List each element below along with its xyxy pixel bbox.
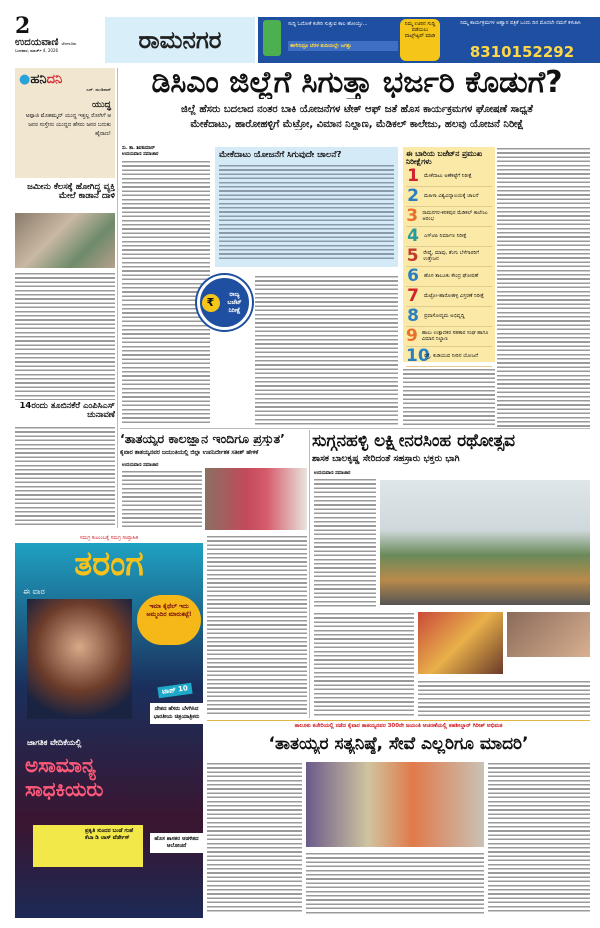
satya-kicker: ತಾಲೂಕು ಕಚೇರಿಯಲ್ಲಿ ನಡೆದ ಕೈವಾರ ತಾತಯ್ಯನವರ 300ನೇ ಜಯಂತಿ ಆಚರಣೆಯಲ್ಲಿ ತಹಶೀಲ್ದಾರ್ ಗಿರೀಶ್ ಅಭಿಮತ xyxy=(207,720,590,732)
divider xyxy=(309,430,310,718)
ad-line2: ಈಗೇನಿದ್ರೂ ಬೆರಳ ತುದಿಯಲ್ಲೇ ಜಗತ್ತು xyxy=(288,41,398,51)
masthead xyxy=(15,15,105,65)
ratha-subhead: ಶಾಸಕ ಬಾಲಕೃಷ್ಣ ಸೇರಿದಂತೆ ಸಹಸ್ರಾರು ಭಕ್ತರು ಭಾಗಿ xyxy=(312,455,460,464)
divider xyxy=(117,68,118,528)
item-number: 2 xyxy=(407,186,419,206)
mekedatu-box-title: ಮೇಕೆದಾಟು ಯೋಜನೆಗೆ ಸಿಗುವುದೇ ಚಾಲನೆ? xyxy=(219,151,342,160)
article-body xyxy=(207,535,307,715)
article-body xyxy=(314,478,376,608)
article-body xyxy=(122,470,202,528)
promo-mla: ಹೊಸ ಶಾಸಕರ ಆಡಳಿತದ ಆಲೋಚನೆ xyxy=(150,833,203,853)
mekedatu-box xyxy=(215,147,398,267)
taranga-week: ಈ ವಾರ xyxy=(23,587,45,596)
article-body xyxy=(207,762,302,914)
budget-logo xyxy=(197,275,252,330)
hani-title-b: ದನಿ xyxy=(46,72,63,87)
hani-title-a: ಹನಿ xyxy=(30,72,47,87)
item-text: ಮಹಿಳಾ ವಿಶ್ವವಿದ್ಯಾಲಯಕ್ಕೆ ಚಾಲನೆ xyxy=(424,193,479,199)
item-number: 6 xyxy=(407,266,419,286)
article-body xyxy=(15,426,115,526)
item-text: ರಾಮನಗರ-ಕನಕಪುರ ಮೆಡಿಕಲ್ ಕಾಲೇಜು ಆರಂಭ xyxy=(422,210,488,222)
item-text: ರೇಷ್ಮೆ, ಮಾವು, ತೆಂಗು ಬೆಳೆಗಾರರಿಗೆ ಉತ್ತೇಜನ xyxy=(423,250,479,262)
lead-subhead-1: ಜಿಲ್ಲೆ ಹೆಸರು ಬದಲಾದ ನಂತರ ಬಾಕಿ ಯೋಜನೆಗಳ ಟೇಕ್ ಆಫ್ ಜತೆ ಹೊಸ ಕಾರ್ಯಕ್ರಮಗಳ ಘೋಷಣೆ ಸಾಧ್ಯತೆ xyxy=(181,104,533,115)
page-number: 2 xyxy=(15,13,31,39)
poem-text: ಅಪ್ಪಾಜಿ ಮೊಹಮ್ಮದ್ ಯುದ್ಧ ಇತ್ತಲ್ಲ ರೋಗಿಗೆ ಆ ಜನರ ಸುಸ್ತೇನು ಯುದ್ಧದ ಹೆಸರು ಜನರ ಬದುಕು ಹೈರಾಣ! xyxy=(25,113,111,137)
edition: ಬೆಂಗಳೂರು xyxy=(61,41,77,46)
dateline: ಉದಯವಾಣಿ ಸಮಾಚಾರ xyxy=(122,463,159,468)
budget-box-title: ಈ ಬಾರಿಯ ಬಜೆಟ್‌ನ ಪ್ರಮುಖ ನಿರೀಕ್ಷೆಗಳು xyxy=(406,150,483,167)
phone-icon xyxy=(263,20,281,56)
budget-box xyxy=(403,147,495,366)
dateline: ಉದಯವಾಣಿ ಸಮಾಚಾರ xyxy=(314,471,351,476)
box-body xyxy=(219,164,394,259)
article-body xyxy=(497,147,590,427)
section-banner xyxy=(105,17,255,63)
ad-right-text: ನಿಮ್ಮ ಕಾರ್ಯಕ್ರಮಗಳ ಆಹ್ವಾನ ಪತ್ರಿಕೆ ಒಂದು ದಿನ ಮೊದಲೇ ನಮಗೆ ಕಳುಹಿಸಿ xyxy=(460,20,581,26)
budget-list-item xyxy=(406,167,492,187)
taranga-logo: ತರಂಗ xyxy=(74,544,144,584)
top10-badge: ಟಾಪ್ 10 xyxy=(157,683,192,699)
article-body xyxy=(488,762,590,914)
elephant-photo xyxy=(15,213,115,268)
top-ad[interactable] xyxy=(258,17,600,63)
item-number: 1 xyxy=(407,166,419,186)
article-body xyxy=(403,368,495,426)
hani-dani-box xyxy=(15,68,115,178)
article-body xyxy=(314,612,414,717)
article-body xyxy=(255,275,398,425)
date: ಬುಧವಾರ, ಮಾರ್ಚ್ 4, 2026 xyxy=(15,48,59,53)
cover-line2: ಅಸಾಮಾನ್ಯ ಸಾಧಕಿಯರು xyxy=(25,753,104,801)
divider xyxy=(120,428,590,429)
budget-logo-text: ರಾಜ್ಯ ಬಜೆಟ್ ನಿರೀಕ್ಷೆ xyxy=(227,290,242,314)
budget-list-item xyxy=(406,267,492,287)
kalajnana-subhead: ಕೈವಾರ ತಾತಯ್ಯನವರ ಜಯಂತಿಯಲ್ಲಿ ಜಿಲ್ಲಾ ಉಪನಿರ್ದೇಶಕ ಸತೀಶ್ ಹೇಳಿಕೆ xyxy=(120,450,259,456)
item-number: 7 xyxy=(407,286,419,306)
article-body xyxy=(306,852,484,914)
budget-list-item xyxy=(406,247,492,267)
article-body xyxy=(122,160,210,425)
item-text: ಪ್ರವಾಸೋದ್ಯಮ ಅಭಿವೃದ್ಧಿ xyxy=(424,313,465,319)
ratha-headline: ಸುಗ್ಗನಹಳ್ಳಿ ಲಕ್ಷ್ಮೀನರಸಿಂಹ ರಥೋತ್ಸವ xyxy=(312,432,516,451)
byline-name: ಸು. ತಾ. ಶಿವಕುಮಾರ್ xyxy=(122,146,155,151)
ad-badge: ನಿಮ್ಮ ಊರಿನ ಸುದ್ದಿ ಪಡೆಯಲು ವಾಟ್ಸ್ಆ್ಯಪ್ ಮಾಡಿ xyxy=(400,19,440,61)
byline xyxy=(122,145,212,157)
article-body xyxy=(15,272,115,400)
promo-mothers-market: ಇಮಾ ಕೈಥೆಲ್ ಇದು ಅಮ್ಮಂದಿರ ಮಾರುಕಟ್ಟೆ! xyxy=(137,595,201,645)
article-body xyxy=(418,680,590,718)
cover-photo xyxy=(27,599,132,719)
section-title: ರಾಮನಗರ xyxy=(138,26,222,54)
rupee-icon: ₹ xyxy=(202,294,220,312)
paper-logo: ಉದಯವಾಣಿ xyxy=(15,37,59,48)
ad-phone: 8310152292 xyxy=(469,43,575,61)
satya-headline: ‘ತಾತಯ್ಯರ ಸತ್ಯನಿಷ್ಠೆ, ಸೇವೆ ಎಲ್ಲರಿಗೂ ಮಾದರಿ’ xyxy=(268,735,529,754)
lead-headline: ಡಿಸಿಎಂ ಜಿಲ್ಲೆಗೆ ಸಿಗುತ್ತಾ ಭರ್ಜರಿ ಕೊಡುಗೆ? xyxy=(151,66,563,99)
budget-list-item xyxy=(406,227,492,247)
budget-list-item xyxy=(406,347,492,367)
item-text: ಮೇಕೆದಾಟು ಅಣೆಕಟ್ಟೆಗೆ ನಿರೀಕ್ಷೆ xyxy=(424,173,472,179)
ad-line1: ಸುದ್ದಿ ಓದೋಕೆ ಕಚೇರಿ ಸುತ್ತುವ ಕಾಲ ಹೋಯ್ತು... xyxy=(288,21,368,27)
hani-author: ಎಚ್. ಡುಂಡಿರಾಜ್ xyxy=(86,87,111,92)
budget-list-item xyxy=(406,287,492,307)
item-number: 4 xyxy=(407,226,419,246)
mla-photo xyxy=(507,612,590,657)
item-number: 9 xyxy=(406,326,418,346)
taranga-ad[interactable] xyxy=(15,533,203,918)
poem-title: ಯುದ್ಧ xyxy=(91,100,111,110)
promo-top10: ದೇಶದ ಹೆಸರು ಬೆಳಗಿಸಿದ ಭಾರತೀಯ ಚಿತ್ರಯಾತ್ರಿಕರು xyxy=(150,703,203,724)
item-number: 3 xyxy=(406,206,419,226)
item-number: 5 xyxy=(406,246,419,266)
promo-cave xyxy=(33,825,143,867)
item-text: ಮೆಟ್ರೋ-ಹಾರೋಹಳ್ಳಿ ವಿಸ್ತರಣೆ ನಿರೀಕ್ಷೆ xyxy=(424,293,485,299)
election-headline: 14ರಂದು ತೂಬಿನಕೆರೆ ಎಂಪಿಸಿಎಸ್ ಚುನಾವಣೆ xyxy=(19,402,115,421)
taranga-tagline: ಸಮಗ್ರ ಕುಟುಂಬಕ್ಕೆ ಸಮಗ್ರ ಸಾಪ್ತಾಹಿಕ xyxy=(15,533,203,543)
budget-list-item xyxy=(406,207,492,227)
item-text: ಎಸ್‌ಟಿಪಿ ನಿರ್ಮಾಣ ನಿರೀಕ್ಷೆ xyxy=(424,233,467,239)
deity-photo xyxy=(418,612,503,674)
budget-list-item xyxy=(406,307,492,327)
budget-list-item xyxy=(406,327,492,347)
promo-cave-text: ಪ್ರಕೃತಿ ಸುಂದರ ಬಂಡೆ ಗುಹೆ ಕೆಬಾ ಡಿ ಲಾಸ್ ವೆರ್ಡೇಸ್ xyxy=(85,828,134,841)
dateline: ಉದಯವಾಣಿ ಸಮಾಚಾರ xyxy=(122,152,159,157)
item-number: 10 xyxy=(406,346,430,366)
item-text: ಹಾಲು ಉತ್ಪಾದಕರ ಸಹಕಾರ ಸಂಘ ಹಾಗೂ ವಿಮಾನ ನಿಲ್ದಾಣ xyxy=(421,330,489,342)
budget-list xyxy=(406,167,492,367)
kalajnana-headline: ‘ತಾತಯ್ಯರ ಕಾಲಜ್ಞಾನ ಇಂದಿಗೂ ಪ್ರಸ್ತುತ’ xyxy=(120,432,285,446)
jayanti-photo xyxy=(306,762,484,847)
cover-line1: ಜಾಗತಿಕ ವೇದಿಕೆಯಲ್ಲಿ xyxy=(27,738,82,747)
drop-icon: ● xyxy=(19,72,31,87)
item-number: 8 xyxy=(407,306,419,326)
lead-subhead-2: ಮೇಕೆದಾಟು, ಹಾರೋಹಳ್ಳಿಗೆ ಮೆಟ್ರೋ, ವಿಮಾನ ನಿಲ್ದಾಣ, ಮೆಡಿಕಲ್ ಕಾಲೇಜು, ಹಲವು ಯೋಜನೆ ನಿರೀಕ್ಷೆ xyxy=(190,119,524,130)
kalajnana-photo xyxy=(205,468,307,530)
budget-list-item xyxy=(406,187,492,207)
chariot-photo xyxy=(380,480,590,605)
elephant-headline: ಜಮೀನು ಕೆಲಸಕ್ಕೆ ಹೋಗಿದ್ದ ವ್ಯಕ್ತಿ ಮೇಲೆ ಕಾಡಾನೆ ದಾಳಿ xyxy=(27,183,115,202)
item-text: ರಸ್ತೆ, ಕುಡಿಯುವ ನೀರಿನ ಯೋಜನೆ xyxy=(424,353,479,359)
item-text: ಹೊಸ ತಾಲೂಕು ಕೇಂದ್ರ ಘೋಷಣೆ xyxy=(424,273,479,279)
